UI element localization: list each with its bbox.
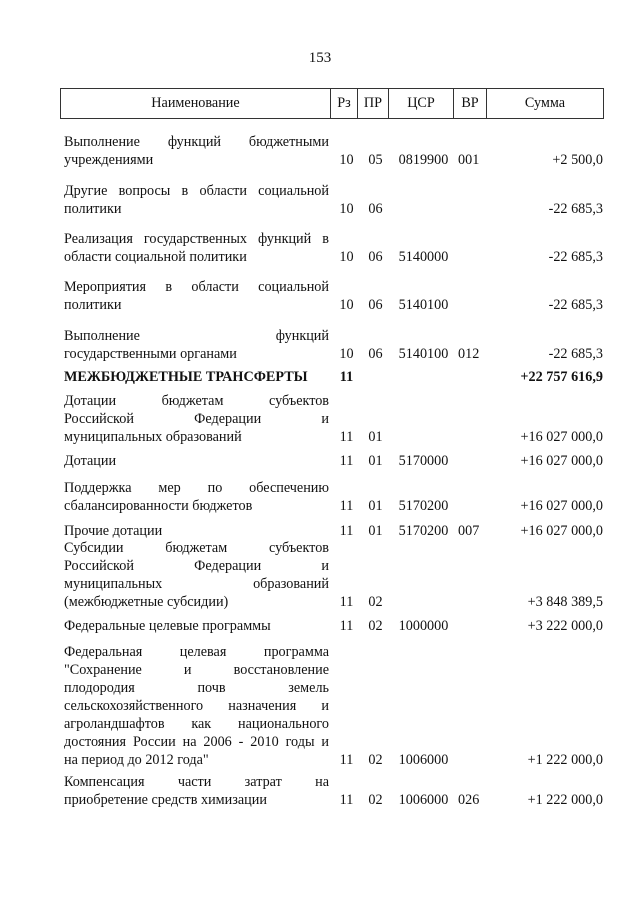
row-name-line: учреждениями — [64, 152, 154, 168]
row-sum: +3 848 389,5 — [527, 594, 603, 610]
row-name-line: области социальной политики — [64, 249, 247, 265]
row-sum: +1 222 000,0 — [527, 752, 603, 768]
row-pr: 01 — [368, 429, 383, 445]
row-name — [60, 133, 329, 169]
row-name-line: агроландшафтов как национального — [64, 716, 329, 732]
row-sum: +16 027 000,0 — [520, 453, 603, 469]
row-name — [60, 522, 329, 540]
row-name-line: Поддержка мер по обеспечению — [64, 480, 329, 496]
row-csr: 0819900 — [398, 152, 449, 168]
table-row — [60, 278, 604, 314]
row-sum: +3 222 000,0 — [527, 618, 603, 634]
row-rz: 10 — [339, 346, 354, 362]
row-csr: 5170200 — [398, 523, 449, 539]
row-sum: +2 500,0 — [552, 152, 603, 168]
row-pr: 01 — [368, 453, 383, 469]
row-vr: 012 — [458, 346, 480, 362]
row-sum: +22 757 616,9 — [520, 369, 603, 385]
row-sum: +1 222 000,0 — [527, 792, 603, 808]
row-name-line: Федеральная целевая программа — [64, 644, 329, 660]
row-name-line: политики — [64, 297, 122, 313]
row-name-line: Выполнение функций бюджетными — [64, 134, 329, 150]
row-name-line: "Сохранение и восстановление — [64, 662, 329, 678]
row-name — [60, 479, 329, 515]
row-pr: 06 — [368, 346, 383, 362]
row-name-line: Федеральные целевые программы — [64, 618, 271, 634]
table-row — [60, 230, 604, 266]
row-name-line: муниципальных образований — [64, 429, 242, 445]
row-name-line: сбалансированности бюджетов — [64, 498, 253, 514]
row-sum: +16 027 000,0 — [520, 498, 603, 514]
row-name-line: Реализация государственных функций в — [64, 231, 329, 247]
header-pr: ПР — [358, 89, 389, 118]
row-name — [60, 368, 329, 386]
table-row — [60, 368, 604, 386]
table-row — [60, 327, 604, 363]
row-pr: 01 — [368, 523, 383, 539]
row-rz: 11 — [339, 369, 354, 385]
row-rz: 11 — [339, 453, 354, 469]
row-rz: 10 — [339, 297, 354, 313]
row-name — [60, 643, 329, 769]
row-rz: 11 — [339, 523, 354, 539]
row-name-line: Субсидии бюджетам субъектов — [64, 540, 329, 556]
header-rz: Рз — [331, 89, 358, 118]
row-pr: 06 — [368, 249, 383, 265]
row-pr: 06 — [368, 201, 383, 217]
row-name-line: государственными органами — [64, 346, 237, 362]
row-name — [60, 327, 329, 363]
row-name — [60, 182, 329, 218]
row-pr: 02 — [368, 792, 383, 808]
row-rz: 10 — [339, 152, 354, 168]
row-pr: 05 — [368, 152, 383, 168]
row-rz: 11 — [339, 594, 354, 610]
row-rz: 11 — [339, 792, 354, 808]
row-name-line: МЕЖБЮДЖЕТНЫЕ ТРАНСФЕРТЫ — [64, 369, 308, 385]
row-name-line: политики — [64, 201, 122, 217]
row-name — [60, 539, 329, 611]
row-pr: 01 — [368, 498, 383, 514]
row-rz: 11 — [339, 498, 354, 514]
row-sum: +16 027 000,0 — [520, 429, 603, 445]
row-name — [60, 452, 329, 470]
row-csr: 5140000 — [398, 249, 449, 265]
row-name-line: Компенсация части затрат на — [64, 774, 329, 790]
row-pr: 02 — [368, 594, 383, 610]
row-csr: 1006000 — [398, 792, 449, 808]
row-csr: 5140100 — [398, 297, 449, 313]
row-pr: 02 — [368, 752, 383, 768]
row-name-line: Прочие дотации — [64, 523, 163, 539]
table-row — [60, 182, 604, 218]
row-rz: 11 — [339, 429, 354, 445]
row-vr: 026 — [458, 792, 480, 808]
row-name-line: Выполнение функций — [64, 328, 329, 344]
row-csr: 5170000 — [398, 453, 449, 469]
table-row — [60, 133, 604, 169]
row-rz: 10 — [339, 249, 354, 265]
table-row — [60, 539, 604, 611]
row-sum: -22 685,3 — [548, 297, 603, 313]
table-row — [60, 392, 604, 446]
row-name — [60, 392, 329, 446]
row-csr: 1006000 — [398, 752, 449, 768]
header-csr: ЦСР — [389, 89, 454, 118]
row-pr: 02 — [368, 618, 383, 634]
row-name-line: приобретение средств химизации — [64, 792, 267, 808]
row-name — [60, 230, 329, 266]
row-vr: 007 — [458, 523, 480, 539]
row-name-line: достояния России на 2006 - 2010 годы и — [64, 734, 329, 750]
row-name-line: муниципальных образований — [64, 576, 329, 592]
table-row — [60, 522, 604, 540]
page-number: 153 — [308, 50, 332, 66]
row-sum: -22 685,3 — [548, 346, 603, 362]
row-name-line: сельскохозяйственного назначения и — [64, 698, 329, 714]
row-csr: 5170200 — [398, 498, 449, 514]
row-name-line: Дотации бюджетам субъектов — [64, 393, 329, 409]
table-row — [60, 617, 604, 635]
header-name: Наименование — [61, 89, 331, 118]
row-pr: 06 — [368, 297, 383, 313]
row-name-line: Мероприятия в области социальной — [64, 279, 329, 295]
row-csr: 5140100 — [398, 346, 449, 362]
row-rz: 10 — [339, 201, 354, 217]
row-name-line: Российской Федерации и — [64, 558, 329, 574]
row-name-line: Российской Федерации и — [64, 411, 329, 427]
row-name — [60, 773, 329, 809]
row-name-line: Другие вопросы в области социальной — [64, 183, 329, 199]
row-rz: 11 — [339, 752, 354, 768]
row-sum: -22 685,3 — [548, 249, 603, 265]
table-row — [60, 479, 604, 515]
row-sum: +16 027 000,0 — [520, 523, 603, 539]
row-name-line: на период до 2012 года" — [64, 752, 209, 768]
row-name-line: (межбюджетные субсидии) — [64, 594, 229, 610]
table-row — [60, 773, 604, 809]
row-sum: -22 685,3 — [548, 201, 603, 217]
header-sum: Сумма — [524, 95, 566, 111]
table-row — [60, 643, 604, 769]
row-rz: 11 — [339, 618, 354, 634]
header-vr: ВР — [454, 89, 487, 118]
row-name-line: плодородия почв земель — [64, 680, 329, 696]
table-header — [60, 88, 604, 119]
row-name — [60, 617, 329, 635]
row-name-line: Дотации — [64, 453, 117, 469]
row-vr: 001 — [458, 152, 480, 168]
row-name — [60, 278, 329, 314]
table-row — [60, 452, 604, 470]
row-csr: 1000000 — [398, 618, 449, 634]
